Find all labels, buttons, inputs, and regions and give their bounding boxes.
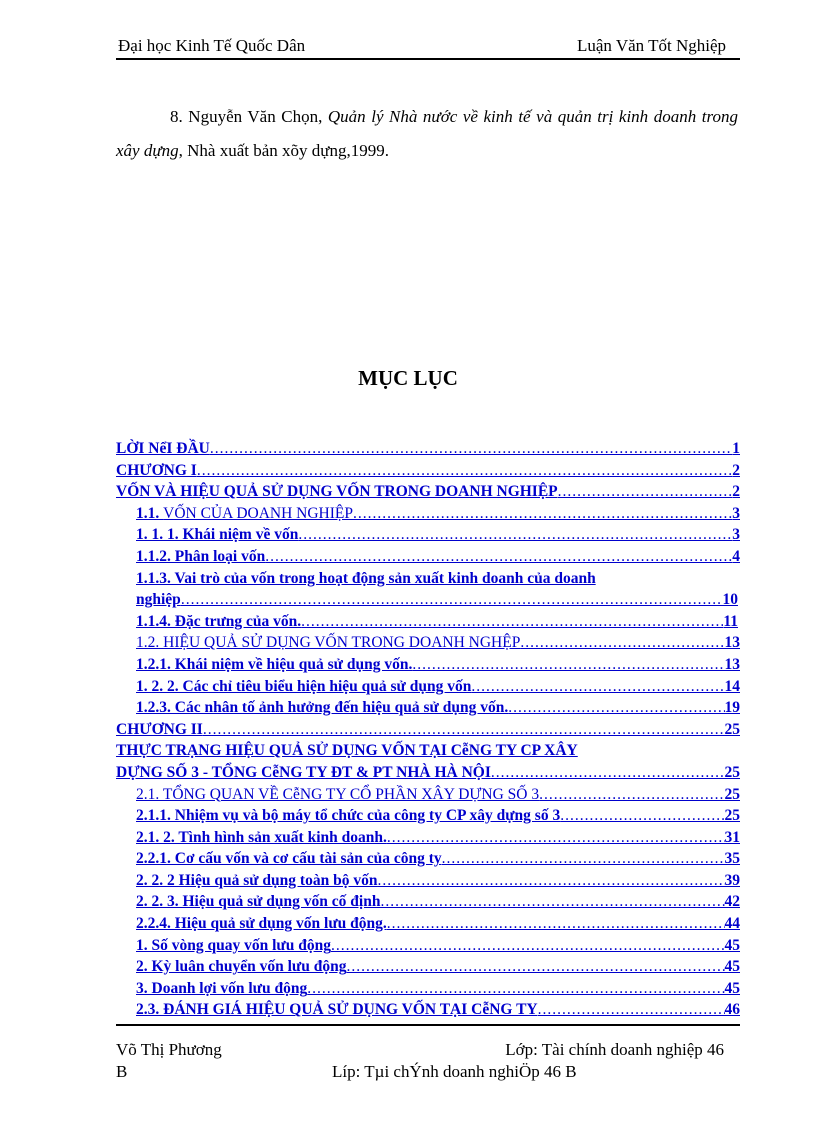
toc-entry[interactable]	[116, 462, 740, 484]
toc-entry-label: 1. 1. 1. Khái niệm về vốn	[136, 526, 299, 544]
toc-entry-page: 35	[724, 850, 740, 868]
toc-entry-label: DỰNG SỐ 3 - TỔNG CễNG TY ĐT & PT NHÀ HÀ NỘI	[116, 763, 491, 781]
toc-entry-page: 45	[724, 958, 740, 976]
toc-entry[interactable]	[116, 958, 740, 980]
reference-title: Quản lý Nhà nước về kinh tế và quản trị kinh doanh trong xây dựng	[116, 107, 738, 160]
toc-entry-label: 1.1.2. Phân loại vốn	[136, 547, 266, 565]
toc-entry[interactable]	[116, 548, 740, 570]
toc-entry-page: 4	[732, 547, 740, 565]
toc-entry-label: 2.2.1. Cơ cấu vốn và cơ cấu tài sản của công ty	[136, 850, 442, 868]
toc-entry-page: 2	[732, 461, 740, 479]
toc-entry[interactable]	[116, 591, 740, 613]
footer-divider	[116, 1024, 740, 1026]
toc-entry[interactable]	[116, 483, 740, 505]
toc-entry-label: 2. Kỳ luân chuyển vốn lưu động	[136, 958, 347, 976]
toc-entry-label: 1. 2. 2. Các chỉ tiêu biểu hiện hiệu quả sử dụng vốn	[136, 677, 472, 695]
toc-entry-label: 3. Doanh lợi vốn lưu động	[136, 979, 308, 997]
toc-entry-page: 3	[732, 526, 740, 544]
toc-title: MỤC LỤC	[358, 366, 458, 390]
toc-entry-page: 1	[732, 440, 740, 457]
toc-entry-label: 1. Số vòng quay vốn lưu động	[136, 936, 331, 954]
toc-entry[interactable]	[116, 807, 740, 829]
toc-entry-label: LỜI NểI ĐẦU	[116, 440, 210, 457]
toc-entry-label: nghiệp	[136, 591, 181, 609]
toc-entry[interactable]	[116, 699, 740, 721]
toc-entry-label: 2.1.1. Nhiệm vụ và bộ máy tổ chức của công ty CP xây dựng số 3	[136, 807, 561, 825]
toc-entry-label: CHƯƠNG II	[116, 720, 203, 738]
footer-class: Lớp: Tài chính doanh nghiệp 46	[505, 1040, 724, 1059]
reference-number: 8. Nguyễn Văn Chọn,	[170, 107, 328, 126]
toc-entry[interactable]	[116, 850, 740, 872]
toc-entry-label: 2. 2. 2 Hiệu quả sử dụng toàn bộ vốn	[136, 871, 378, 889]
toc-entry[interactable]	[116, 893, 740, 915]
toc-entry-label: 1.1.3. Vai trò của vốn trong hoạt động sản xuất kinh doanh của doanh	[136, 569, 596, 587]
toc-entry[interactable]	[116, 526, 740, 548]
toc-entry[interactable]	[116, 634, 740, 656]
toc-entry-label: VỐN VÀ HIỆU QUẢ SỬ DỤNG VỐN TRONG DOANH NGHIỆP	[116, 483, 558, 501]
toc-entry[interactable]	[116, 937, 740, 959]
toc-entry[interactable]	[116, 829, 740, 851]
toc-entry-page: 42	[724, 893, 740, 911]
toc-entry[interactable]	[116, 1001, 740, 1023]
toc-entry-page: 25	[724, 807, 740, 825]
toc-entry-page: 25	[724, 720, 740, 738]
toc-entry[interactable]	[116, 570, 740, 592]
footer-class-suffix: B	[116, 1062, 128, 1081]
toc-entry-label: 1.1.4. Đặc trưng của vốn.	[136, 612, 302, 630]
toc-entry-label: 2.1. TỔNG QUAN VỀ CễNG TY CỔ PHẦN XÂY DỰNG SỐ 3	[136, 785, 540, 803]
toc-entry-label: 2. 2. 3. Hiệu quả sử dụng vốn cố định	[136, 893, 381, 911]
toc-entry-page: 46	[724, 1001, 740, 1019]
toc-entry[interactable]	[116, 656, 740, 678]
toc-entry-page: 45	[724, 979, 740, 997]
toc-entry[interactable]	[116, 440, 740, 462]
page-header	[116, 36, 740, 60]
toc-entry-page: 11	[723, 612, 738, 630]
toc-entry-page: 14	[724, 677, 740, 695]
toc-entry-page: 19	[724, 699, 740, 717]
toc-entry[interactable]	[116, 915, 740, 937]
toc-entry[interactable]	[116, 613, 740, 635]
toc-entry-page: 25	[724, 785, 740, 803]
toc-entry-page: 3	[732, 504, 740, 522]
toc-entry[interactable]	[116, 742, 740, 764]
toc-entry-page: 45	[724, 936, 740, 954]
header-thesis-type: Luận Văn Tốt Nghiệp	[576, 36, 726, 55]
toc-entry-label: 1.1. VỐN CỦA DOANH NGHIỆP	[136, 504, 353, 522]
toc-entry-label: 2.2.4. Hiệu quả sử dụng vốn lưu động.	[136, 915, 387, 933]
toc-entry-page: 13	[724, 634, 740, 652]
toc-entry-label: 1.2.3. Các nhân tố ảnh hưởng đến hiệu quả sử dụng vốn.	[136, 699, 509, 717]
toc-entry[interactable]	[116, 980, 740, 1002]
header-university: Đại học Kinh Tế Quốc Dân	[118, 36, 306, 55]
toc-entry[interactable]	[116, 505, 740, 527]
toc-entry-page: 39	[724, 871, 740, 889]
toc-entry[interactable]	[116, 786, 740, 808]
toc-entry-label: 2.3. ĐÁNH GIÁ HIỆU QUẢ SỬ DỤNG VỐN TẠI CễNG TY	[136, 1001, 538, 1019]
toc-entry-page: 13	[724, 655, 740, 673]
toc-entry-page: 2	[732, 483, 740, 501]
table-of-contents	[116, 440, 740, 1023]
footer-author: Võ Thị Phương	[116, 1040, 222, 1059]
toc-entry-label: 1.2.1. Khái niệm về hiệu quả sử dụng vốn.	[136, 655, 413, 673]
toc-entry[interactable]	[116, 721, 740, 743]
toc-entry[interactable]	[116, 872, 740, 894]
reference-publisher: , Nhà xuất bản xõy dựng,1999.	[178, 141, 389, 160]
toc-entry-page: 10	[722, 591, 738, 609]
toc-entry-label: THỰC TRẠNG HIỆU QUẢ SỬ DỤNG VỐN TẠI CễNG TY CP XÂY	[116, 742, 578, 760]
toc-entry-label: 2.1. 2. Tình hình sản xuất kinh doanh.	[136, 828, 387, 846]
toc-entry-page: 44	[724, 915, 740, 933]
toc-entry[interactable]	[116, 678, 740, 700]
toc-entry[interactable]	[116, 764, 740, 786]
toc-entry-label: 1.2. HIỆU QUẢ SỬ DỤNG VỐN TRONG DOANH NGHỆP	[136, 634, 521, 652]
toc-entry-label: CHƯƠNG I	[116, 461, 197, 479]
footer-class-garbled: Líp: Tµi chÝnh doanh nghiÖp 46 B	[332, 1062, 577, 1081]
toc-entry-page: 31	[724, 828, 740, 846]
toc-entry-page: 25	[724, 763, 740, 781]
reference-entry	[116, 100, 738, 168]
